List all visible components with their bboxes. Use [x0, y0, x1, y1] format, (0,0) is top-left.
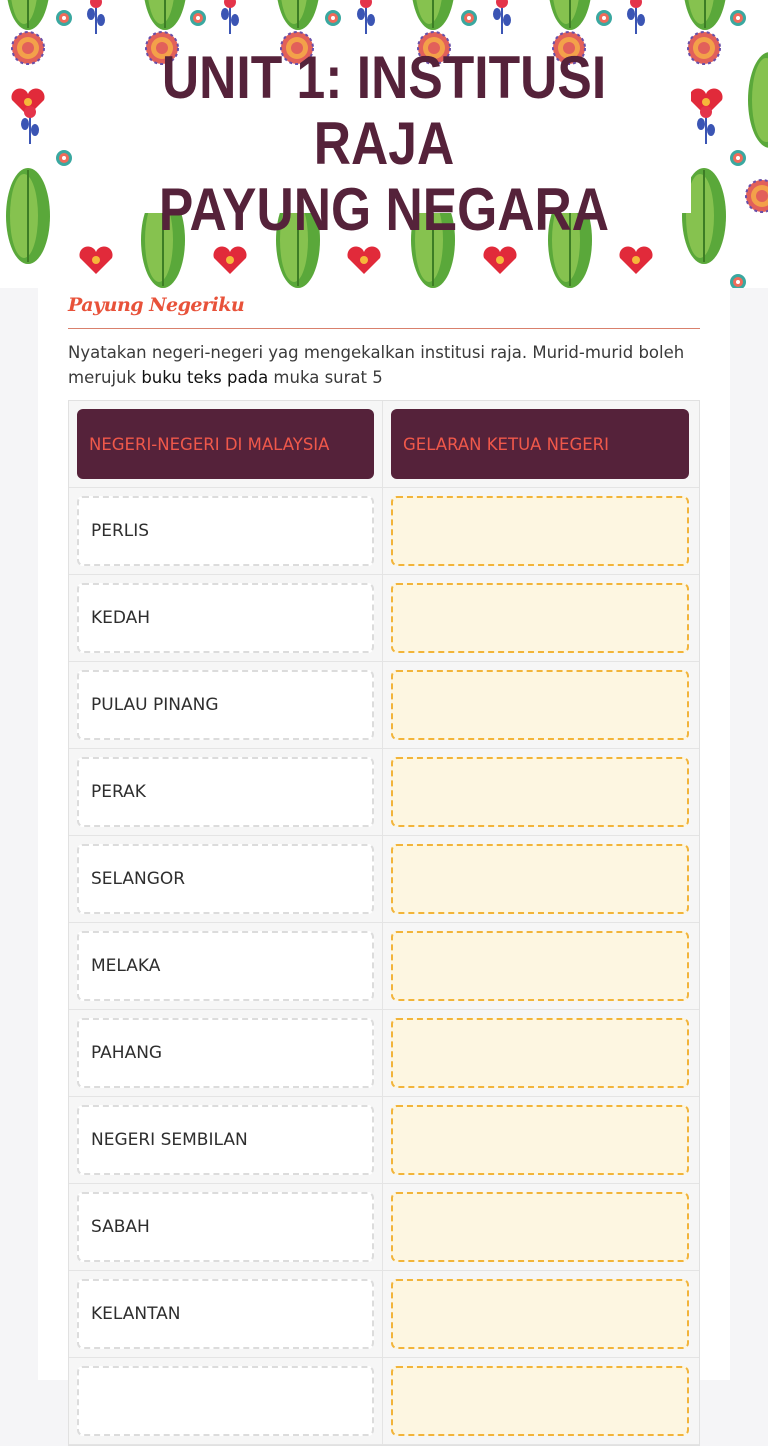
- answer-cell: [383, 488, 697, 574]
- state-card[interactable]: MELAKA: [77, 931, 374, 1001]
- column-header-title: GELARAN KETUA NEGERI: [391, 409, 689, 479]
- table-row: [69, 1358, 699, 1445]
- state-cell: [69, 1097, 383, 1183]
- table-row: [69, 662, 699, 749]
- state-cell: [69, 662, 383, 748]
- state-card[interactable]: KEDAH: [77, 583, 374, 653]
- answer-cell: [383, 1097, 697, 1183]
- answer-cell: [383, 923, 697, 1009]
- title-card: [77, 44, 691, 243]
- state-card[interactable]: SELANGOR: [77, 844, 374, 914]
- answer-dropzone[interactable]: [391, 757, 689, 827]
- answer-dropzone[interactable]: [391, 844, 689, 914]
- answer-dropzone[interactable]: [391, 931, 689, 1001]
- instructions-emphasis: buku teks pada: [141, 368, 269, 387]
- state-cell: [69, 749, 383, 835]
- state-cell: [69, 836, 383, 922]
- state-card[interactable]: PAHANG: [77, 1018, 374, 1088]
- table-row: [69, 836, 699, 923]
- answer-dropzone[interactable]: [391, 670, 689, 740]
- matching-table: [68, 400, 700, 1446]
- answer-dropzone[interactable]: [391, 1279, 689, 1349]
- state-card[interactable]: KELANTAN: [77, 1279, 374, 1349]
- section-title: Payung Negeriku: [68, 294, 245, 316]
- state-cell: [69, 488, 383, 574]
- page-title: UNIT 1: INSTITUSI RAJA PAYUNG NEGARA: [158, 44, 610, 243]
- instructions: [68, 340, 700, 390]
- instructions-text-end: muka surat 5: [268, 368, 383, 387]
- table-header-row: [69, 401, 699, 488]
- state-cell: [69, 1184, 383, 1270]
- state-cell: [69, 1358, 383, 1444]
- instructions-text: Nyatakan negeri-negeri yag mengekalkan institusi raja. Murid-murid boleh merujuk: [68, 343, 685, 387]
- table-row: [69, 1271, 699, 1358]
- answer-cell: [383, 662, 697, 748]
- answer-dropzone[interactable]: [391, 1366, 689, 1436]
- answer-dropzone[interactable]: [391, 1105, 689, 1175]
- answer-cell: [383, 749, 697, 835]
- state-card[interactable]: NEGERI SEMBILAN: [77, 1105, 374, 1175]
- banner: [0, 0, 768, 288]
- state-card[interactable]: PERLIS: [77, 496, 374, 566]
- table-row: [69, 1097, 699, 1184]
- header-cell: [383, 401, 697, 487]
- state-cell: [69, 575, 383, 661]
- table-row: [69, 488, 699, 575]
- answer-cell: [383, 1358, 697, 1444]
- state-card[interactable]: SABAH: [77, 1192, 374, 1262]
- answer-dropzone[interactable]: [391, 1018, 689, 1088]
- header-cell: [69, 401, 383, 487]
- answer-dropzone[interactable]: [391, 583, 689, 653]
- worksheet: [38, 288, 730, 1380]
- answer-cell: [383, 1271, 697, 1357]
- state-card[interactable]: PERAK: [77, 757, 374, 827]
- answer-dropzone[interactable]: [391, 496, 689, 566]
- state-card[interactable]: [77, 1366, 374, 1436]
- state-cell: [69, 1271, 383, 1357]
- table-row: [69, 749, 699, 836]
- answer-dropzone[interactable]: [391, 1192, 689, 1262]
- table-row: [69, 1010, 699, 1097]
- state-cell: [69, 923, 383, 1009]
- answer-cell: [383, 1010, 697, 1096]
- table-row: [69, 923, 699, 1010]
- answer-cell: [383, 1184, 697, 1270]
- column-header-states: NEGERI-NEGERI DI MALAYSIA: [77, 409, 374, 479]
- state-cell: [69, 1010, 383, 1096]
- answer-cell: [383, 575, 697, 661]
- state-card[interactable]: PULAU PINANG: [77, 670, 374, 740]
- answer-cell: [383, 836, 697, 922]
- table-row: [69, 1184, 699, 1271]
- table-row: [69, 575, 699, 662]
- section-divider: [68, 328, 700, 329]
